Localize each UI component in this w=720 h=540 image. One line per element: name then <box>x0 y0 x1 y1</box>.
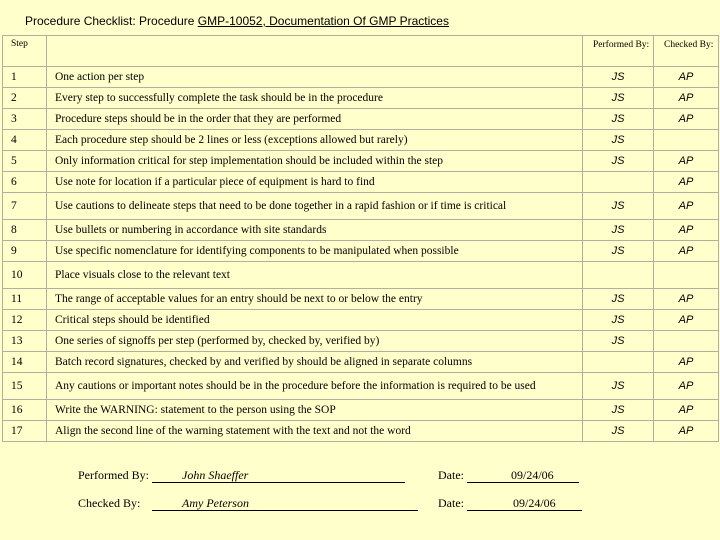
step-description: Place visuals close to the relevant text <box>47 262 583 289</box>
performed-by-initials[interactable]: JS <box>583 67 654 88</box>
checked-by-label: Checked By: <box>78 496 141 510</box>
table-row <box>3 67 719 88</box>
checked-date-label: Date: <box>438 496 464 510</box>
step-number: 13 <box>3 331 47 352</box>
step-description: Procedure steps should be in the order that they are performed <box>47 109 583 130</box>
table-row <box>3 241 719 262</box>
performed-by-name: John Shaeffer <box>182 468 249 482</box>
procedure-id: GMP-10052, Documentation Of GMP Practices <box>197 14 449 28</box>
performed-by-initials[interactable]: JS <box>583 241 654 262</box>
checked-by-initials[interactable]: AP <box>654 352 719 373</box>
performed-by-initials[interactable]: JS <box>583 109 654 130</box>
table-row <box>3 220 719 241</box>
table-row <box>3 310 719 331</box>
step-description: Align the second line of the warning statement with the text and not the word <box>47 421 583 442</box>
step-number: 4 <box>3 130 47 151</box>
step-number: 15 <box>3 373 47 400</box>
step-number: 7 <box>3 193 47 220</box>
title-prefix: Procedure Checklist: Procedure <box>25 14 195 28</box>
step-description: Only information critical for step implementation should be included within the step <box>47 151 583 172</box>
table-row <box>3 289 719 310</box>
checked-by-initials[interactable]: AP <box>654 310 719 331</box>
checked-by-initials[interactable]: AP <box>654 67 719 88</box>
performed-date-value: 09/24/06 <box>511 468 554 482</box>
checked-by-initials[interactable]: AP <box>654 88 719 109</box>
step-description: Use note for location if a particular piece of equipment is hard to find <box>47 172 583 193</box>
checked-by-initials[interactable] <box>654 130 719 151</box>
performed-by-initials[interactable] <box>583 172 654 193</box>
step-number: 17 <box>3 421 47 442</box>
checked-by-initials[interactable]: AP <box>654 172 719 193</box>
step-description: Each procedure step should be 2 lines or less (exceptions allowed but rarely) <box>47 130 583 151</box>
table-row <box>3 400 719 421</box>
table-row <box>3 421 719 442</box>
performed-by-initials[interactable]: JS <box>583 421 654 442</box>
step-description: The range of acceptable values for an entry should be next to or below the entry <box>47 289 583 310</box>
checked-by-name: Amy Peterson <box>182 496 249 510</box>
step-number: 1 <box>3 67 47 88</box>
step-number: 6 <box>3 172 47 193</box>
step-description: One action per step <box>47 67 583 88</box>
table-row <box>3 130 719 151</box>
step-number: 8 <box>3 220 47 241</box>
performed-by-initials[interactable] <box>583 352 654 373</box>
table-header-row <box>3 36 719 67</box>
page-title <box>25 14 449 28</box>
step-number: 5 <box>3 151 47 172</box>
step-description: Use bullets or numbering in accordance with site standards <box>47 220 583 241</box>
performed-by-initials[interactable]: JS <box>583 373 654 400</box>
checked-by-initials[interactable]: AP <box>654 421 719 442</box>
performed-by-initials[interactable]: JS <box>583 151 654 172</box>
step-number: 11 <box>3 289 47 310</box>
step-number: 16 <box>3 400 47 421</box>
checked-by-initials[interactable] <box>654 262 719 289</box>
performed-date-line[interactable] <box>467 468 579 483</box>
checked-by-initials[interactable]: AP <box>654 109 719 130</box>
header-checked-by: Checked By: <box>654 36 719 67</box>
performed-by-initials[interactable]: JS <box>583 220 654 241</box>
performed-date-label: Date: <box>438 468 464 482</box>
header-step: Step <box>3 36 47 67</box>
performed-by-label: Performed By: <box>78 468 149 482</box>
step-number: 3 <box>3 109 47 130</box>
step-number: 9 <box>3 241 47 262</box>
table-row <box>3 193 719 220</box>
step-number: 2 <box>3 88 47 109</box>
checked-by-initials[interactable]: AP <box>654 241 719 262</box>
checked-date-value: 09/24/06 <box>513 496 556 510</box>
table-row <box>3 331 719 352</box>
performed-by-initials[interactable]: JS <box>583 193 654 220</box>
procedure-checklist-table <box>2 35 719 442</box>
performed-by-initials[interactable]: JS <box>583 400 654 421</box>
checked-by-initials[interactable]: AP <box>654 373 719 400</box>
checked-by-initials[interactable]: AP <box>654 151 719 172</box>
step-number: 12 <box>3 310 47 331</box>
table-row <box>3 352 719 373</box>
table-row <box>3 172 719 193</box>
performed-by-signature-line[interactable] <box>152 468 405 483</box>
checked-by-initials[interactable] <box>654 331 719 352</box>
step-number: 10 <box>3 262 47 289</box>
header-performed-by: Performed By: <box>583 36 654 67</box>
step-description: Use specific nomenclature for identifying components to be manipulated when possible <box>47 241 583 262</box>
checked-by-initials[interactable]: AP <box>654 289 719 310</box>
step-description: Any cautions or important notes should be in the procedure before the information is required to be used <box>47 373 583 400</box>
step-description: Every step to successfully complete the task should be in the procedure <box>47 88 583 109</box>
step-number: 14 <box>3 352 47 373</box>
table-row <box>3 151 719 172</box>
table-row <box>3 373 719 400</box>
performed-by-initials[interactable]: JS <box>583 331 654 352</box>
step-description: Batch record signatures, checked by and verified by should be aligned in separate columns <box>47 352 583 373</box>
table-row <box>3 88 719 109</box>
performed-by-initials[interactable] <box>583 262 654 289</box>
checked-date-line[interactable] <box>467 496 582 511</box>
table-row <box>3 109 719 130</box>
table-row <box>3 262 719 289</box>
checked-by-initials[interactable]: AP <box>654 220 719 241</box>
checked-by-initials[interactable]: AP <box>654 193 719 220</box>
step-description: Write the WARNING: statement to the person using the SOP <box>47 400 583 421</box>
header-description <box>47 36 583 67</box>
performed-by-initials[interactable]: JS <box>583 310 654 331</box>
performed-by-initials[interactable]: JS <box>583 289 654 310</box>
checked-by-initials[interactable]: AP <box>654 400 719 421</box>
step-description: One series of signoffs per step (performed by, checked by, verified by) <box>47 331 583 352</box>
step-description: Use cautions to delineate steps that need to be done together in a rapid fashion or if time is critical <box>47 193 583 220</box>
checked-by-signature-line[interactable] <box>152 496 418 511</box>
step-description: Critical steps should be identified <box>47 310 583 331</box>
performed-by-initials[interactable]: JS <box>583 88 654 109</box>
performed-by-initials[interactable]: JS <box>583 130 654 151</box>
